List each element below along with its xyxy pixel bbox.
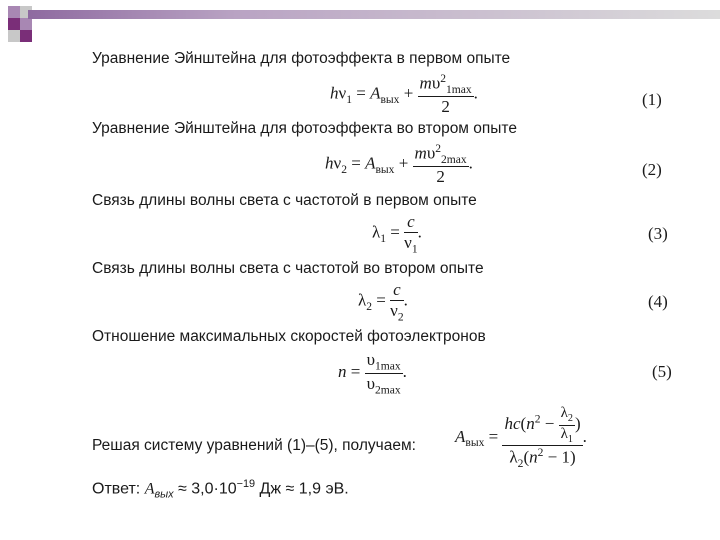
equation-number-1: (1) — [642, 90, 662, 109]
corner-square-6 — [20, 30, 32, 42]
answer-symbol-subscript: вых — [154, 488, 174, 501]
text-line-3: Связь длины волны света с частотой в первом опыте — [92, 192, 477, 209]
equation-5: n = $\frac{\upsilon_{1max}}{\upsilon_{2max}}$ . — [338, 350, 407, 397]
corner-square-1 — [8, 6, 20, 18]
result-formula: $A_{вых}$ = $hc(n^2$ − $\frac{\lambda_2}{\lambda_1}$ ) $\lambda_2(n^2 - 1)$ . — [455, 405, 587, 471]
answer-value: ≈ 3,0·10 — [178, 480, 237, 498]
corner-square-5 — [8, 30, 20, 42]
text-line-6: Решая систему уравнений (1)–(5), получаем: — [92, 437, 416, 454]
equation-1: $h\nu_1 = A_{вых}$ + $\frac{m\upsilon^2_{1max}}{2}$ . — [330, 72, 478, 117]
equation-2: $h\nu_2 = A_{вых}$ + $\frac{m\upsilon^2_{2max}}{2}$ . — [325, 142, 473, 187]
answer-label: Ответ: — [92, 480, 141, 498]
text-line-5: Отношение максимальных скоростей фотоэлектронов — [92, 328, 486, 345]
corner-square-4 — [20, 18, 32, 30]
equation-number-3: (3) — [648, 224, 668, 243]
answer-line — [92, 478, 349, 501]
top-bar — [28, 10, 720, 19]
equation-number-2: (2) — [642, 160, 662, 179]
corner-square-3 — [8, 18, 20, 30]
equation-4: $\lambda_2$ = $\frac{c}{\nu_2}$ . — [358, 280, 408, 323]
equation-number-5: (5) — [652, 362, 672, 381]
answer-symbol: A — [144, 480, 155, 498]
text-line-1: Уравнение Эйнштейна для фотоэффекта в первом опыте — [92, 50, 511, 67]
answer-exponent: −19 — [236, 478, 256, 490]
answer-unit: Дж ≈ 1,9 эВ. — [259, 480, 349, 498]
text-line-4: Связь длины волны света с частотой во втором опыте — [92, 260, 484, 277]
text-line-2: Уравнение Эйнштейна для фотоэффекта во втором опыте — [92, 120, 517, 137]
equation-number-4: (4) — [648, 292, 668, 311]
equation-3: $\lambda_1$ = $\frac{c}{\nu_1}$ . — [372, 212, 422, 255]
